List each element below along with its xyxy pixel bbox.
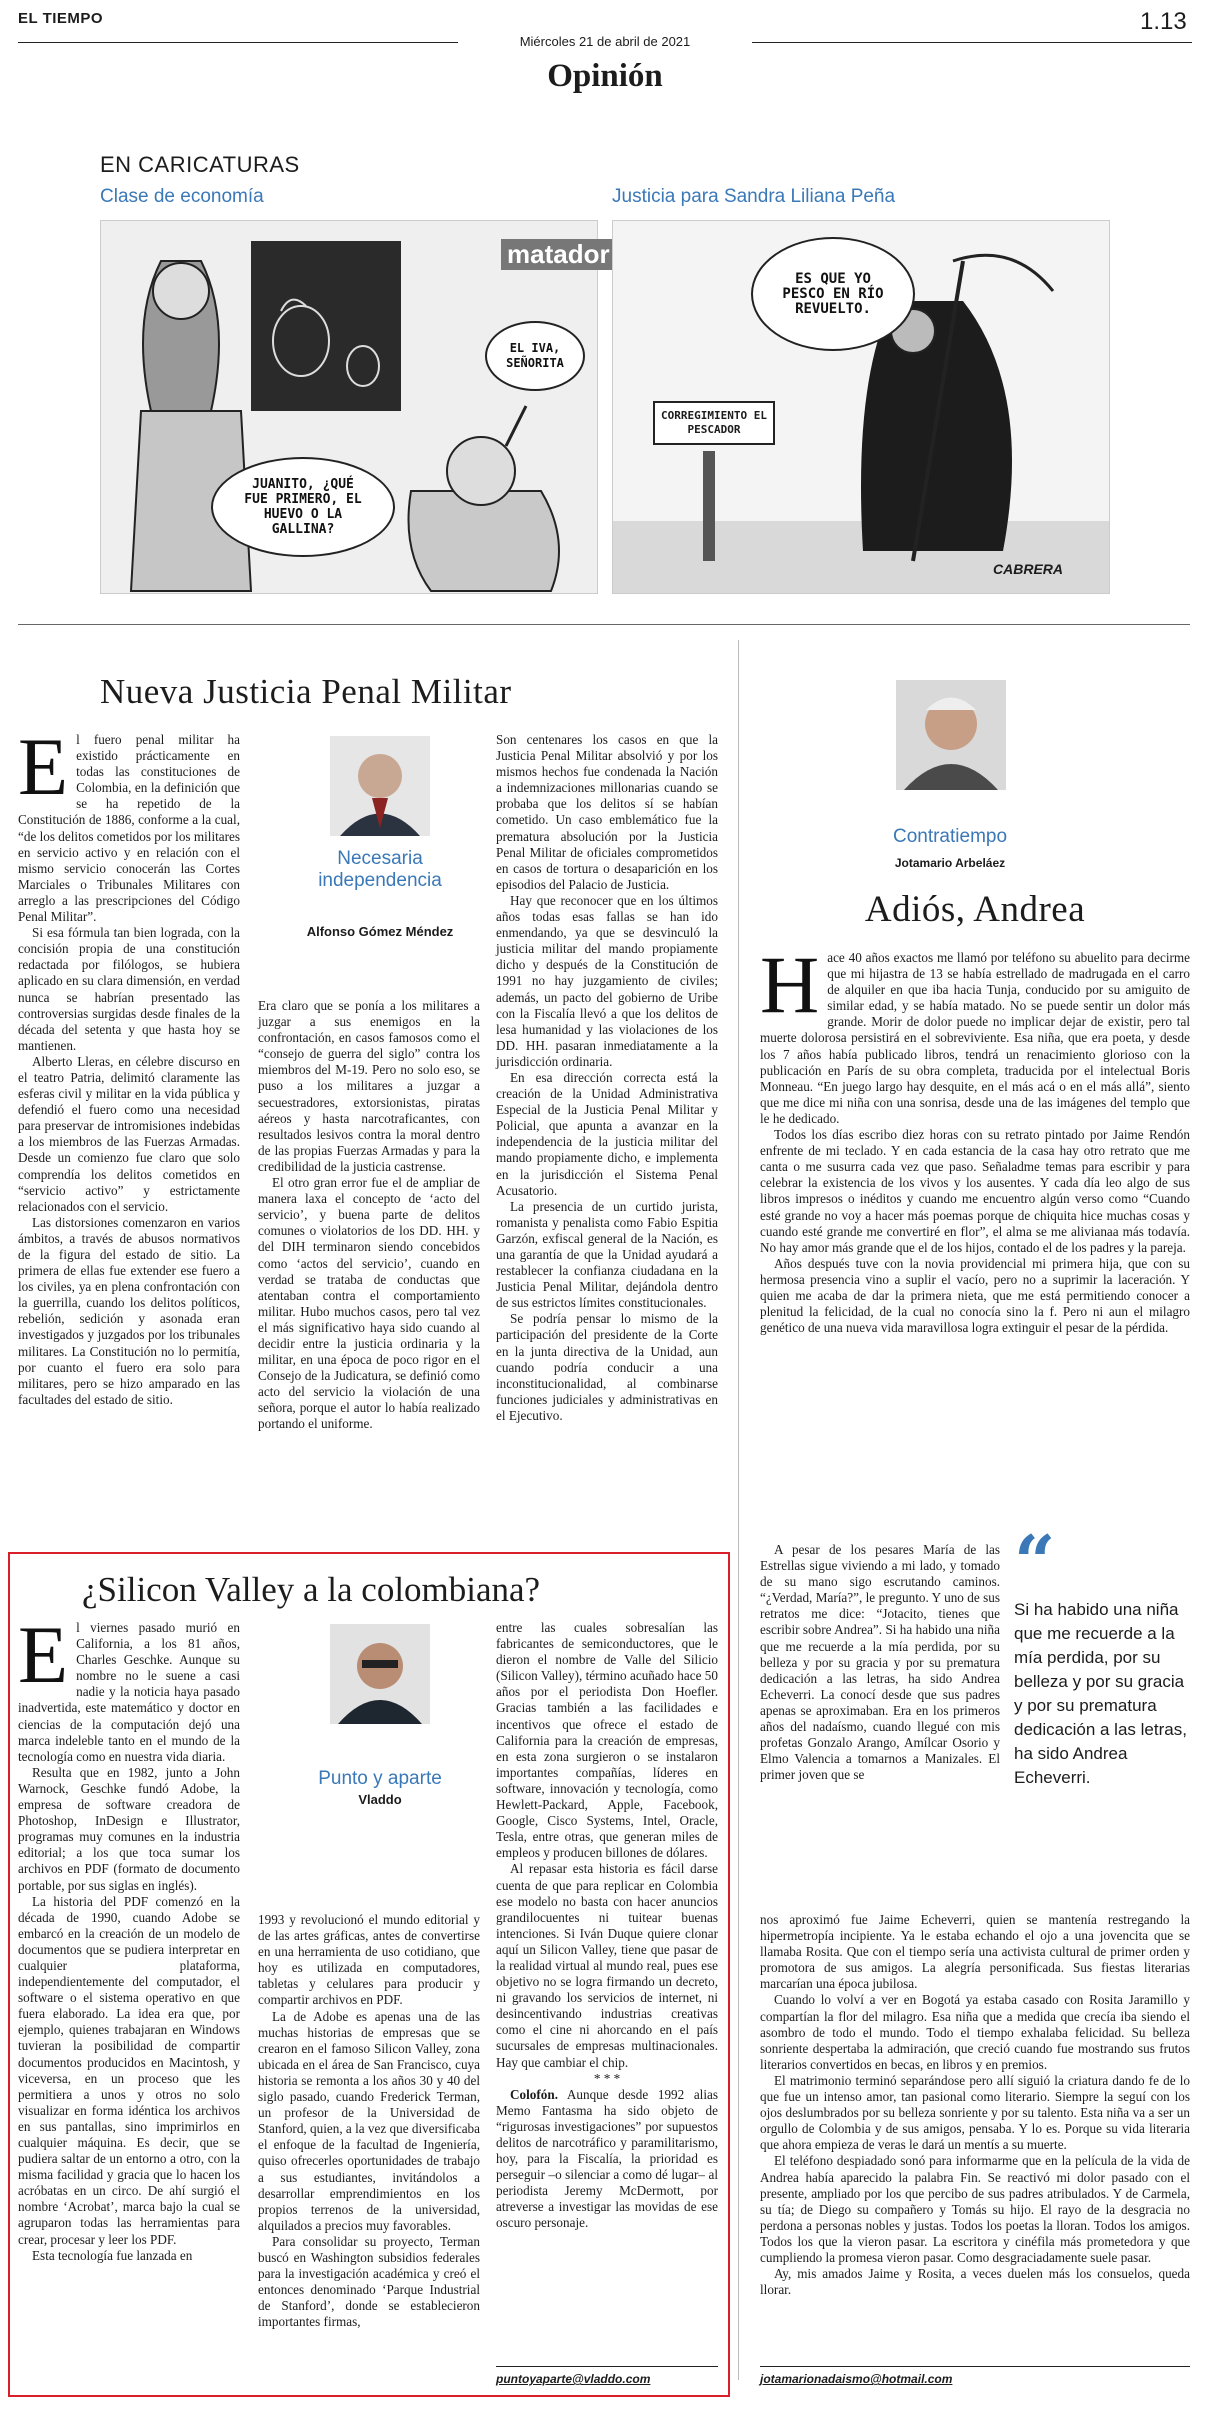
article2-separator: * * * (593, 2070, 621, 2086)
article1-paragraph: l fuero penal militar ha existido prácticamente en todas las constituciones de Colombia, en la definición que se ha repetido de la Constitución de 1886, conforme a la cual, “de los delitos cometidos por los militares en servicio activo y en relación con el mismo servicio conocerán las Cortes Marciales o Tribunales Militares con arreglo a las prescripciones del Código Penal Militar”. (18, 732, 240, 925)
article1-col3 (496, 732, 718, 1424)
section-title: Opinión (547, 58, 663, 94)
article2-paragraph: 1993 y revolucionó el mundo editorial y de las artes gráficas, antes de convertirse en una herramienta de uso cotidiano, que hoy es utilizada en computadores, tabletas y celulares para producir y compartir archivos en PDF. (258, 1912, 480, 2008)
article1-paragraph: El otro gran error fue el de ampliar de manera laxa el concepto de ‘acto del servicio’, y buena parte de delitos comunes o violatorios de los DD. HH. y del DIH terminaron siendo concebidos como ‘actos del servicio’, cuando en verdad se trataba de conductas que atentaban contra el comportamiento militar. Hubo muchos casos, pero tal vez el más significativo haya sido cuando al decidir entre la justicia ordinaria y la militar, en una época de poco rigor en el Consejo de la Judicatura, se definió como acto del servicio la violación de una señora, porque el autor lo había realizado portando el uniforme. (258, 1175, 480, 1432)
article2-paragraph: La historia del PDF comenzó en la década de 1990, cuando Adobe se embarcó en la creación de un modelo de documentos que se pudiera interpretar en cualquier plataforma, independientemente del computador, el software o el sistema operativo en que fuera elaborado. La idea era que, por ejemplo, quienes trabajaran en Windows tuvieran la posibilidad de compartir documentos producidos en Macintosh, y viceversa, en un proceso que les permitiera a unos y otros no solo visualizar en forma idéntica los archivos en sus pantallas, sino imprimirlos en cualquier máquina. Es decir, que se pudiera saltar de un entorno a otro, con la misma facilidad y gracia que lo hacen los acróbatas en un circo. De ahí surgió el nombre ‘Acrobat’, marca bajo la cual se agruparon todas las herramientas para crear, procesar y leer los PDF. (18, 1893, 240, 2247)
article3-author: Jotamario Arbeláez (894, 856, 1006, 870)
article2-dropcap: E (18, 1609, 69, 1700)
article1-paragraph: Se podría pensar lo mismo de la participación del presidente de la Corte en la junta directiva de la Unidad, aun cuando podría conducir a una inconstitucionalidad, al combinarse funciones judiciales y administrativas en el Ejecutivo. (496, 1311, 718, 1423)
header-date (460, 34, 750, 49)
cartoon-left (100, 220, 610, 594)
article3-paragraph: Ay, mis amados Jaime y Rosita, a veces duelen más los consuelos, queda llorar. (760, 2266, 1190, 2298)
cartoon-right-title: Justicia para Sandra Liliana Peña (612, 186, 896, 207)
article2-paragraph: Para consolidar su proyecto, Terman buscó en Washington subsidios federales para la investigación académica y creó el entonces denominado ‘Parque Industrial de Stanford’, donde se establecieron importantes firmas, (258, 2233, 480, 2330)
article1-paragraph: Si esa fórmula tan bien lograda, con la concisión propia de una constitución redactada por filólogos, se hubiera aplicado en su clara dimensión, en verdad nunca se habrían presentado las controversias surgidas desde finales de la década del setenta y que hasta hoy se mantienen. (18, 925, 240, 1053)
article3-paragraph: nos aproximó fue Jaime Echeverri, quien se mantenía restregando la hipermetropía incipiente. Ya le estaba echando el ojo a una jovencita que se llamaba Rosita. Que con el tiempo sería una activista cultural de primer orden y promotora de sus amigos. La alegría personificada. Sus fiestas literarias marcarían una época jubilosa. (760, 1912, 1190, 1992)
article2-paragraph: La de Adobe es apenas una de las muchas historias de empresas que se crearon en el famoso Silicon Valley, zona ubicada en el área de San Francisco, cuya historia se remonta a los años 30 y 40 del siglo pasado, cuando Frederick Terman, un profesor de la Universidad de Stanford, quien, a la vez que diversificaba el enfoque de la facultad de Ingeniería, quiso ofrecerles oportunidades de trabajo a sus estudiantes, invitándolos a desarrollar emprendimientos en los propios terrenos de la universidad, alquilados a precios muy favorables. (258, 2008, 480, 2233)
quote-mark-icon: “ (1014, 1519, 1056, 1604)
article1-paragraph: Era claro que se ponía a los militares a juzgar a sus enemigos en la confrontación, en casos famosos como el “consejo de guerra del siglo” contra los miembros del M-19. Pero no solo eso, se puso a los militares a juzgar a secuestradores, extorsionistas, piratas aéreos y hasta narcotraficantes, con resultados lesivos contra la moral dentro de las propias Fuerzas Armadas y para la credibilidad de la justicia castrense. (258, 998, 480, 1174)
cartoon-left-signature: matador (501, 239, 616, 270)
masthead-logo: EL TIEMPO (18, 10, 104, 27)
article1-author-photo (330, 736, 430, 836)
article3-title: Adiós, Andrea (864, 889, 1086, 930)
article3-paragraph: El matrimonio terminó separándose pero allí siguió la criatura dando fe de lo que fue un intenso amor, tan pasional como literario. Siempre la seguí con los ojos deslumbrados por su belleza sonriente y por su talento. Esta niña va a ser un orgullo de Colombia y de sus amigos, pensaba. Y lo es. Porque su vida literaria que ahora empieza de veras le dará un mentís a su muerte. (760, 2072, 1190, 2153)
article1-author: Alfonso Gómez Méndez (306, 924, 454, 939)
colofon-text: Aunque desde 1992 alias Memo Fantasma ha sido objeto de “rigurosas investigaciones” por supuestos delitos de narcotráfico y paramilitarismo, hoy, para la Fiscalía, la prioridad es perseguir –o silenciar a como dé lugar– al periodista Jeremy McDermott, por atreverse a investigar las movidas de ese oscuro personaje. (496, 2086, 718, 2231)
article2-paragraph: l viernes pasado murió en California, a los 81 años, Charles Geschke. Aunque su nombre no le suene a casi nadie y la noticia haya pasado inadvertida, este matemático y doctor en ciencias de la computación dejó una marca indeleble tanto en el mundo de la tecnología como en nuestra vida diaria. (18, 1620, 240, 1764)
article2-title: ¿Silicon Valley a la colombiana? (82, 1570, 541, 1609)
cartoon-right-bubble: ES QUE YO PESCO EN RÍO REVUELTO. (751, 237, 915, 351)
colofon-label: Colofón. (510, 2086, 558, 2102)
article2-paragraph: entre las cuales sobresalían las fabricantes de semiconductores, que le dieron el nombre de Valle del Silicio (Silicon Valley), término acuñado hace 50 años por el periodista Don Hoefler. Gracias también a las facilidades e incentivos que ofrece el estado de California para la creación de empresas, en esta zona surgieron o se instalaron importantes compañías, líderes en software, innovación y tecnología, como Hewlett-Packard, Apple, Facebook, Google, Cisco Systems, Intel, Oracle, Tesla, entre otras, que generan miles de empleos y producen billones de dólares. (496, 1620, 718, 1861)
caricatures-heading: EN CARICATURAS (100, 152, 300, 177)
article2-col3 (496, 1620, 718, 2232)
article2-paragraph: Esta tecnología fue lanzada en (32, 2247, 193, 2263)
article3-paragraph: Todos los días escribo diez horas con su retrato pintado por Jaime Rendón enfrente de mi teclado. Y en cada estancia de la casa hay otro retrato que me canta o me susurra cada vez que paso. Señaladme temas para escribir y para celebrar la existencia de los vivos y los ausentes. Y cada día leo algo de sus libros impresos o inéditos y cuando me encuentro algún verso como “Cuando esté grande no voy a hacer más poemas porque de chiquita hice muchas cosas y cuando esté grande me convertiré en flor”, el alma se me alivianaa más todavía. No hay amor más grande que el de los hijos, contado el de los padres y la pareja. (760, 1127, 1190, 1255)
cartoon-left-bubble-student: EL IVA, SEÑORITA (485, 321, 585, 391)
article3-paragraph: Años después tuve con la novia providencial mi primera hija, que con su hermosa presencia vino a suplir el vacío, pero no a suprimir la laceración. Y quien me acaba de dar la primera nieta, que me está permitiendo conocer a plenitud la felicidad, de la cual no conocía sino la f. Pero ni aun el milagro genético de una nueva vida maravillosa logra extinguir el pesar de la pérdida. (760, 1255, 1190, 1336)
article1-title: Nueva Justicia Penal Militar (100, 672, 512, 711)
article3-dropcap: H (760, 939, 820, 1030)
article3-paragraph: Cuando lo volví a ver en Bogotá ya estaba casado con Rosita Jaramillo y compartían la flor del milagro. Esa niña que a medida que crecía iba siendo el asombro de todo el mundo. Todo el tiempo exhalaba felicidad. Su belleza sonriente despertaba la admiración, que creció cuando fue mostrando sus frutos literarios convertidos en becas, en libros y en premios. (760, 1992, 1190, 2072)
article3-paragraph: A pesar de los pesares María de las Estrellas sigue viviendo a mi lado, y tomado de su mano sigo escrutando caminos. “¿Verdad, María?”, le pregunto. Y uno de sus retratos me dice: “Jotacito, tienes que escribir sobre Andrea”. Si ha habido una niña que me recuerde a la mía perdida, por su belleza y por su gracia y por su prematura dedicación a las letras, ha sido Andrea Echeverri. La conocí desde que sus padres apenas se aproximaban. Era en los primeros años del nadaísmo, cuando llegué con mis profetas Gonzalo Arango, Amílcar Osorio y Elmo Valencia a tomarnos a Manizales. El primer joven que se (760, 1542, 1000, 1783)
article1-paragraph: Hay que reconocer que en los últimos años todas esas fallas se han ido enmendando, ya que se desvinculó la justicia militar del mando propiamente dicho y después de la Constitución de 1991 no hay juzgamiento de civiles; además, un pacto del gobierno de Uribe con la Fiscalía llevó a que los delitos de lesa humanidad y las violaciones de los DD. HH. pasaran inmediatamente a la jurisdicción ordinaria. (496, 892, 718, 1069)
article1-paragraph: Son centenares los casos en que la Justicia Penal Militar absolvió y por los mismos hechos fue condenada la Nación a indemnizaciones millonarias cuando se probaba que los delitos sí se habían cometido. Un caso emblemático fue la prematura absolución por la Justicia Penal Militar de oficiales comprometidos en casos de tortura o desaparición en los episodios del Palacio de Justicia. (496, 732, 718, 892)
article3-body-bottom (760, 1912, 1190, 2298)
article3-paragraph: El teléfono despiadado sonó para informarme que en la película de la vida de Andrea había aparecido la palabra Fin. Se reactivó mi dolor pasado con el presente, ampliado por los que percibo de sus padres atribulados. Y de Carmela, su tía; de Diego su compañero y Tomás su hijo. El rayo de la desgracia no perdona a personas nobles y justas. Todos los poetas la lloran. Todos los amigos. Todos los que la vieron pasar. La escritora y cinéfila más prometedora y que cumpliendo la promesa vieron pasar. Como desgraciadamente suele pasar. (760, 2153, 1190, 2265)
page-number: 1.13 (1140, 8, 1187, 35)
cartoon-right-sign: CORREGIMIENTO EL PESCADOR (653, 401, 775, 445)
article2-paragraph: Al repasar esta historia es fácil darse cuenta de que para replicar en Colombia ese modelo no basta con hacer anuncios grandilocuentes ni tuitear buenas intenciones. Si Iván Duque quiere clonar aquí un Silicon Valley, tiene que pasar de la realidad virtual al mundo real, pues ese objetivo no se logra firmando un decreto, ni gravando los servicios de internet, ni desincentivando industrias creativas como el cine ni ahorcando en el país sucursales de empresas multinacionales. Hay que cambiar el chip. (496, 1861, 718, 2070)
article3-email[interactable]: jotamarionadaismo@hotmail.com (760, 2372, 953, 2386)
date-text: Miércoles 21 de abril de 2021 (519, 34, 691, 49)
article2-column-name: Punto y aparte (318, 1768, 442, 1789)
article1-dropcap: E (18, 721, 69, 812)
header-rule-right (752, 42, 1192, 43)
article2-col1 (18, 1609, 240, 2264)
article1-paragraph: En esa dirección correcta está la creación de la Unidad Administrativa Especial de la Justicia Penal Militar y Policial, que apunta a avanzar en la independencia de la justicia militar del mando propiamente dicho, e implementa en la jurisdicción el Sistema Penal Acusatorio. (496, 1069, 718, 1198)
pullquote-text: Si ha habido una niña que me recuerde a la mía perdida, por su belleza y por su gracia y por su prematura dedicación a las letras, ha sido Andrea Echeverri. (1014, 1600, 1187, 1787)
cartoon-left-title: Clase de economía (100, 186, 264, 207)
article2-colofon (496, 2087, 718, 2232)
article3-column-name: Contratiempo (892, 826, 1008, 847)
header-rule-left (18, 42, 458, 43)
article2-email[interactable]: puntoyaparte@vladdo.com (496, 2372, 651, 2386)
cartoon-right (612, 220, 1110, 594)
article2-author-photo (330, 1624, 430, 1724)
cartoon-left-bubble-teacher: JUANITO, ¿QUÉ FUE PRIMERO, EL HUEVO O LA GALLINA? (211, 457, 395, 557)
article3-email-rule (760, 2366, 1190, 2367)
article3-body-narrow (760, 1542, 1000, 1783)
article1-col2 (258, 998, 480, 1433)
caricatures-bottom-rule (18, 624, 1190, 625)
article2-col2 (258, 1912, 480, 2330)
article1-column-name: Necesaria independencia (318, 848, 442, 891)
article2-author: Vladdo (358, 1792, 402, 1807)
article1-paragraph: La presencia de un curtido jurista, romanista y penalista como Fabio Espitia Garzón, exfiscal general de la Nación, es una garantía de que la Unidad ayudará a restablecer la confianza ciudadana en la Justicia Penal Militar, dejándola dentro de sus estrictos límites constitucionales. (496, 1198, 718, 1311)
column-divider (738, 640, 739, 2380)
article3-pullquote (1014, 1519, 1194, 1790)
article2-paragraph: Resulta que en 1982, junto a John Warnock, Geschke fundó Adobe, la empresa de software creadora de Photoshop, InDesign e Illustrator, programas muy comunes en la industria editorial; a los que toca sumar los archivos en PDF (formato de documento portable, por sus siglas en inglés). (18, 1764, 240, 1893)
article1-paragraph: Alberto Lleras, en célebre discurso en el teatro Patria, delimitó claramente las esferas civil y militar en la vida pública y defendió el fuero como una necesidad para preservar de intromisiones indebidas a los miembros de las Fuerzas Armadas. Desde un comienzo fue claro que solo comprendía los delitos cometidos en “servicio activo” y estrictamente relacionados con el servicio. (18, 1053, 240, 1214)
article1-paragraph: Las distorsiones comenzaron en varios ámbitos, a través de abusos normativos de la figura del estado de sitio. La primera de ellas fue extender ese fuero a los civiles, ya en plena confrontación con la guerrilla, cuando los delitos políticos, rebelión, sedición y asonada eran investigados y juzgados por los tribunales militares. La Constitución no lo permitía, por cuanto el fuero era solo para militares, pero se hizo amparado en las facultades del estado de sitio. (18, 1214, 240, 1407)
cartoon-right-signature: CABRERA (993, 561, 1063, 577)
article3-author-photo (896, 680, 1006, 790)
article3-body-top (760, 939, 1190, 1336)
article1-col1 (18, 721, 240, 1408)
article2-email-rule (496, 2366, 718, 2367)
article3-paragraph: ace 40 años exactos me llamó por teléfono su abuelito para decirme que mi hijastra de 13 se había estrellado de madrugada en el carro de alquiler en que iba hacia Tunja, conducido por su amiguito de similar edad, y se había matado. No se puede sentir un dolor más grande. Morir de dolor puede no implicar dejar de existir, pero tal muerte dolorosa persistirá en el sobreviviente. Esa niña, que era poeta, y desde los 7 años había publicado libros, tendrá un renacimiento glorioso con la publicación en París de su obra completa, traducida por el intelectual Boris Monneau. “En juego largo hay desquite, en el más acá o en el más allá”, siento que me dice mi niña con una sonrisa, desde una de las imágenes del templo que le he dedicado. (760, 950, 1190, 1126)
